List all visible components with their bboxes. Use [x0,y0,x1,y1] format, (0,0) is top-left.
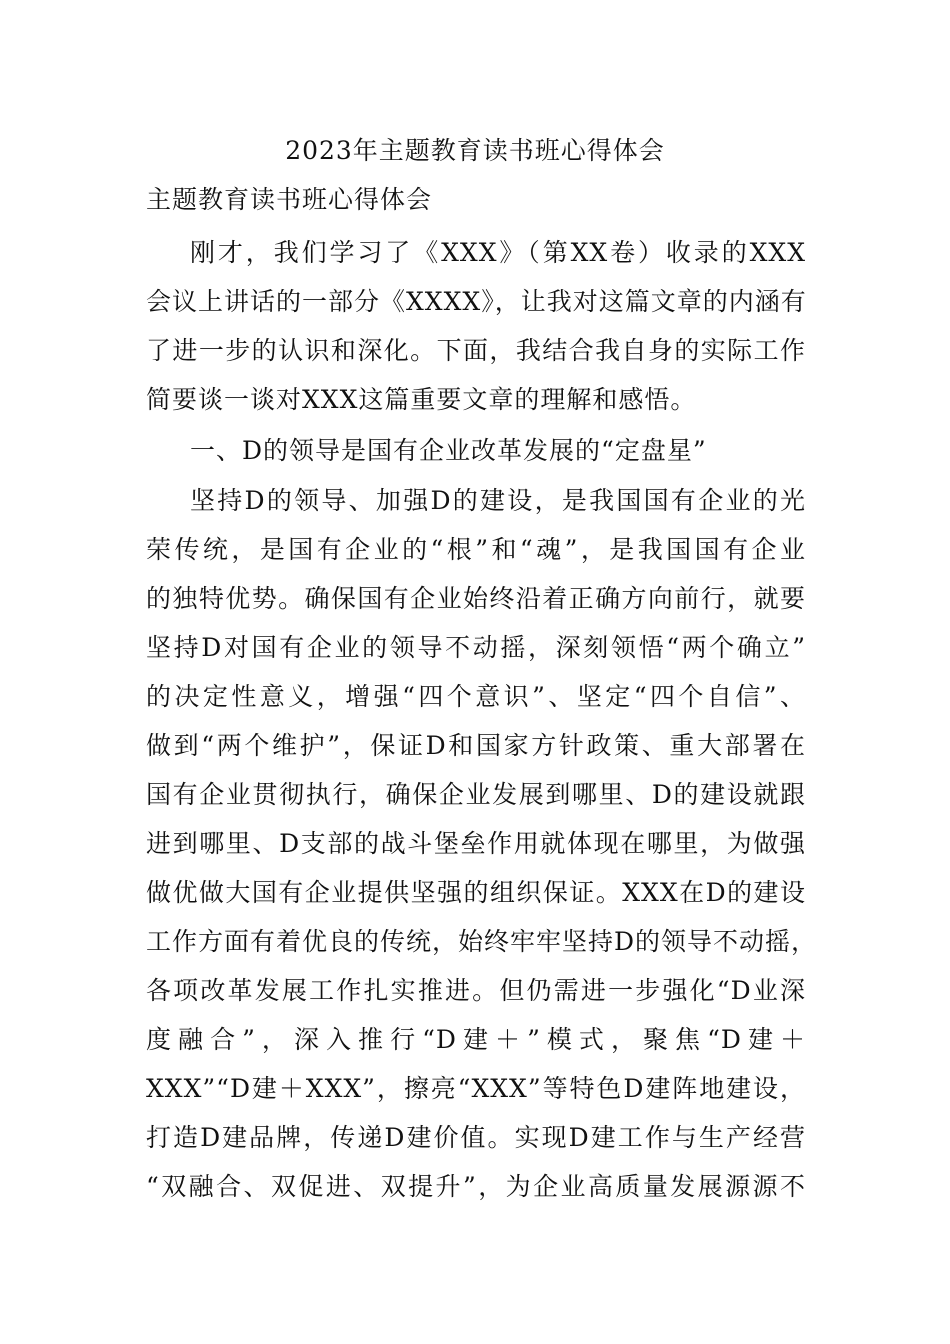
paragraph-line: 简要谈一谈对XXX这篇重要文章的理解和感悟。 [146,385,697,414]
paragraph-2 [146,476,818,1211]
paragraph-line: 做到“两个维护”，保证D和国家方针政策、重大部署在 [146,731,806,760]
paragraph-line: 打造D建品牌，传递D建价值。实现D建工作与生产经营 [146,1123,806,1152]
document-subtitle: 主题教育读书班心得体会 [146,185,433,214]
paragraph-line: 的决定性意义，增强“四个意识”、坚定“四个自信”、 [146,682,806,711]
paragraph-line: XXX”“D建＋XXX”，擦亮“XXX”等特色D建阵地建设， [146,1074,806,1103]
paragraph-line: 坚持D对国有企业的领导不动摇，深刻领悟“两个确立” [146,633,806,662]
paragraph-line: 做优做大国有企业提供坚强的组织保证。XXX在D的建设 [146,878,806,907]
section-heading: 一、D的领导是国有企业改革发展的“定盘星” [190,436,707,465]
paragraph-line: 的独特优势。确保国有企业始终沿着正确方向前行，就要 [146,584,806,613]
paragraph-line: 各项改革发展工作扎实推进。但仍需进一步强化“D业深 [146,976,806,1005]
document-title: 2023年主题教育读书班心得体会 [285,136,665,165]
paragraph-line: 度融合”，深入推行“D建＋”模式，聚焦“D建＋ [146,1025,806,1054]
paragraph-line: “双融合、双促进、双提升”，为企业高质量发展源源不 [146,1172,806,1201]
paragraph-line: 进到哪里、D支部的战斗堡垒作用就体现在哪里，为做强 [146,829,806,858]
paragraph-line: 工作方面有着优良的传统，始终牢牢坚持D的领导不动摇， [146,927,818,956]
section-1-heading-block [146,426,806,475]
paragraph-line: 刚才，我们学习了《XXX》（第XX卷）收录的XXX [190,238,806,267]
paragraph-line: 坚持D的领导、加强D的建设，是我国国有企业的光 [190,486,806,515]
paragraph-line: 了进一步的认识和深化。下面，我结合我自身的实际工作 [146,336,806,365]
paragraph-1 [146,228,806,424]
paragraph-line: 会议上讲话的一部分《XXXX》，让我对这篇文章的内涵有 [146,287,807,316]
paragraph-line: 国有企业贯彻执行，确保企业发展到哪里、D的建设就跟 [146,780,806,809]
paragraph-line: 荣传统，是国有企业的“根”和“魂”，是我国国有企业 [146,535,806,564]
